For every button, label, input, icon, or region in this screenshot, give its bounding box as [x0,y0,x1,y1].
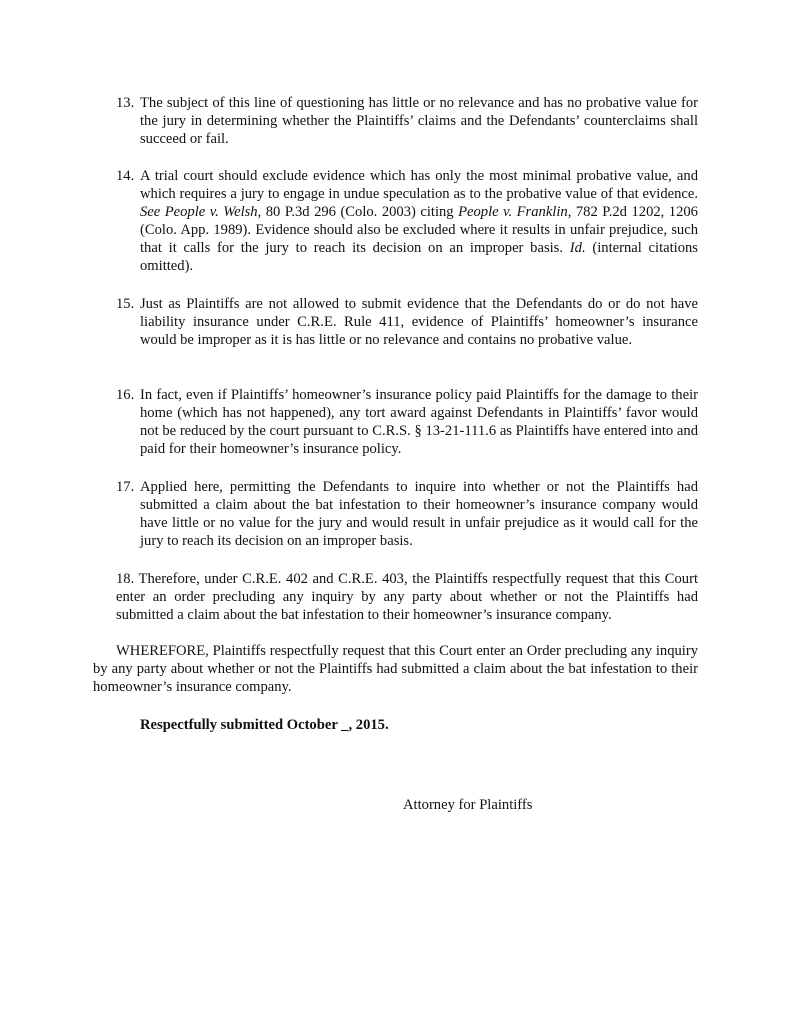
paragraph-text-part: (internal citations omitted). [140,240,698,275]
case-citation: People v. Franklin [458,204,568,221]
paragraph-13 [116,94,698,148]
paragraph-number: 15. [116,296,135,312]
case-citation: Id. [569,240,586,257]
submission-date: Respectfully submitted October _, 2015. [140,717,389,733]
paragraph-text-part: A trial court should exclude evidence which has only the most minimal probative value, and which requires a jury to engage in undue speculation as to the probative value of that evidence. [140,168,698,203]
wherefore-clause: WHEREFORE, Plaintiffs respectfully request that this Court enter an Order precluding any inquiry by any party about whether or not the Plaintiffs had submitted a claim about the bat infestation to their homeowner’s insurance company. [93,643,698,696]
paragraph-17 [116,478,698,550]
paragraph-text-part: , 80 P.3d 296 (Colo. 2003) citing [257,204,459,221]
paragraph-15 [116,295,698,349]
signature-line: Attorney for Plaintiffs [403,797,533,813]
paragraph-number: 14. [116,168,135,184]
paragraph-number: 16. [116,387,135,403]
paragraph-number: 13. [116,95,135,111]
paragraph-text-part: , 782 P.2d 1202, 1206 (Colo. App. 1989). Evidence should also be excluded where it results in unfair prejudice, such that it calls for the jury to reach its decision on an improper basis. [140,204,698,257]
paragraph-14 [116,167,698,276]
case-citation: See People v. Welsh [140,204,258,221]
paragraph-text: Just as Plaintiffs are not allowed to submit evidence that the Defendants do or do not have liability insurance under C.R.E. Rule 411, evidence of Plaintiffs’ homeowner’s insurance would be improper as it is has little or no relevance and contains no probative value. [140,296,698,349]
paragraph-text: The subject of this line of questioning has little or no relevance and has no probative value for the jury in determining whether the Plaintiffs’ claims and the Defendants’ counterclaims shall succeed or fail. [140,95,698,148]
paragraph-18: 18. Therefore, under C.R.E. 402 and C.R.E. 403, the Plaintiffs respectfully request that this Court enter an order precluding any inquiry by any party about whether or not the Plaintiffs had submitted a claim about the bat infestation to their homeowner’s insurance company. [116,571,698,624]
paragraph-16 [116,386,698,458]
paragraph-text: Applied here, permitting the Defendants to inquire into whether or not the Plaintiffs had submitted a claim about the bat infestation to their homeowner’s insurance company would have little or no value for the jury and would result in unfair prejudice as it would call for the jury to reach its decision on an improper basis. [140,479,698,550]
paragraph-number: 17. [116,479,135,495]
paragraph-text: In fact, even if Plaintiffs’ homeowner’s insurance policy paid Plaintiffs for the damage to their home (which has not happened), any tort award against Defendants in Plaintiffs’ favor would not be reduced by the court pursuant to C.R.S. § 13-21-111.6 as Plaintiffs have entered into and paid for their homeowner’s insurance policy. [140,387,698,458]
